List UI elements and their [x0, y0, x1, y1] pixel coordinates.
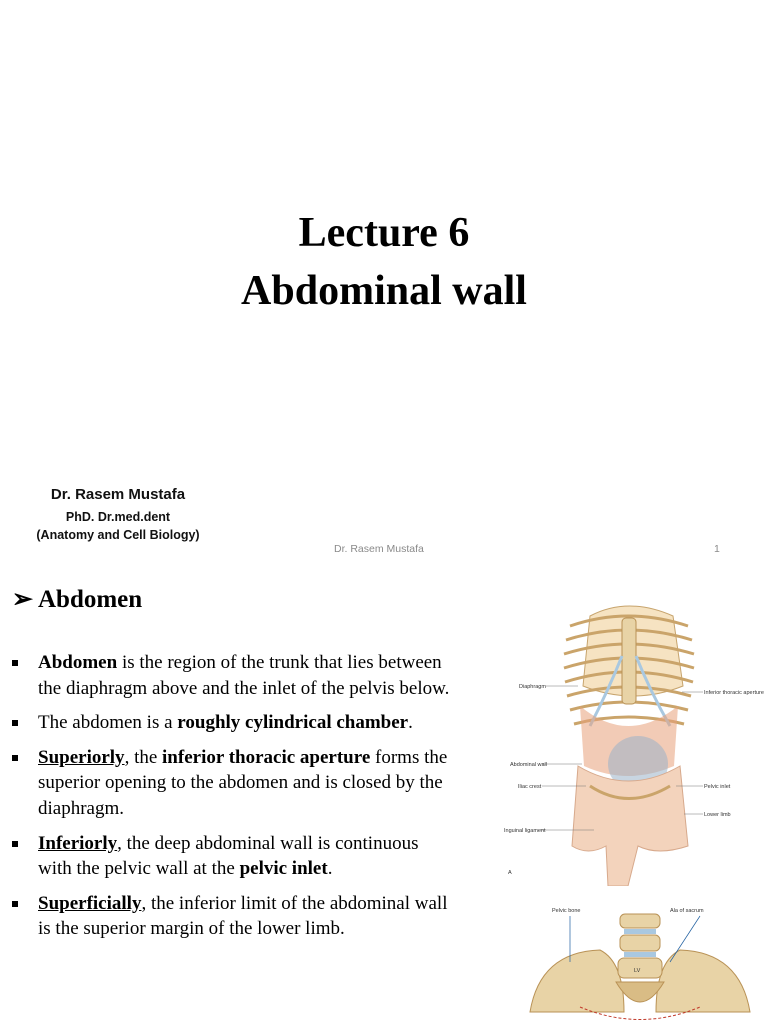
bullet-text-run: inferior thoracic aperture: [162, 746, 371, 768]
bullet-text-run: forms the superior opening to the abdomen and is closed by the diaphragm.: [38, 746, 448, 819]
page-number: 1: [714, 543, 720, 555]
bullet-text-run: , the deep abdominal wall is continuous with the pelvic wall at the: [38, 832, 419, 880]
bullet-text-run: , the: [124, 746, 163, 768]
section-heading: [12, 584, 142, 614]
panel-letter: A: [508, 870, 512, 876]
bullet-text-run: .: [408, 712, 413, 734]
bullet-item: [10, 891, 450, 942]
label-vertebra: LV: [634, 968, 641, 974]
square-bullet-icon: [12, 901, 18, 907]
bullet-text-run: Superficially: [38, 892, 142, 914]
trunk-anatomy-illustration: [498, 596, 768, 886]
square-bullet-icon: [12, 660, 18, 666]
pelvis-and-legs-drawing: [572, 766, 688, 886]
label-inguinal-ligament: Inguinal ligament: [504, 828, 546, 834]
bullet-text-run: is the region of the trunk that lies between the diaphragm above and the inlet of the pelvis below.: [38, 652, 450, 699]
thorax-drawing: [564, 606, 694, 792]
bullet-item: [10, 745, 450, 822]
bullet-text-run: .: [327, 858, 333, 880]
bullet-text-run: Superiorly: [38, 746, 125, 768]
lecture-number: Lecture 6: [298, 210, 470, 256]
label-lower-limb: Lower limb: [704, 812, 731, 818]
footer-author: Dr. Rasem Mustafa: [334, 543, 424, 555]
label-pelvic-bone: Pelvic bone: [552, 908, 581, 914]
square-bullet-icon: [12, 841, 18, 847]
square-bullet-icon: [12, 755, 18, 761]
square-bullet-icon: [12, 720, 18, 726]
author-degree: PhD. Dr.med.dent: [65, 510, 171, 524]
bullet-item: [10, 650, 450, 701]
label-diaphragm: Diaphragm: [519, 684, 546, 690]
author-name: Dr. Rasem Mustafa: [50, 486, 186, 503]
lecture-title: Abdominal wall: [241, 268, 527, 314]
arrow-bullet-icon: ➢: [12, 586, 33, 613]
bullet-item: [10, 831, 450, 882]
pelvis-anatomy-illustration: [520, 902, 760, 1024]
bullet-text-run: , the inferior limit of the abdominal wall is the superior margin of the lower limb.: [38, 892, 448, 940]
label-inferior-thoracic-aperture: Inferior thoracic aperture: [704, 690, 764, 696]
bullet-text-run: Abdomen: [38, 652, 118, 673]
label-iliac-crest: Iliac crest: [518, 784, 542, 790]
section-heading-text: Abdomen: [38, 586, 143, 613]
label-ala-of-sacrum: Ala of sacrum: [670, 908, 704, 914]
author-department: (Anatomy and Cell Biology): [36, 528, 200, 542]
bullet-item: [10, 710, 450, 736]
pelvis-drawing: [530, 914, 750, 1020]
bullet-text-run: pelvic inlet: [239, 858, 328, 880]
bullet-text-run: roughly cylindrical chamber: [177, 712, 409, 734]
bullet-list: [10, 650, 450, 951]
bullet-text-run: Inferiorly: [38, 832, 118, 854]
content-slide: [0, 572, 768, 1024]
bullet-text-run: The abdomen is a: [38, 712, 178, 734]
label-abdominal-wall: Abdominal wall: [510, 762, 547, 768]
label-pelvic-inlet: Pelvic inlet: [704, 784, 731, 790]
